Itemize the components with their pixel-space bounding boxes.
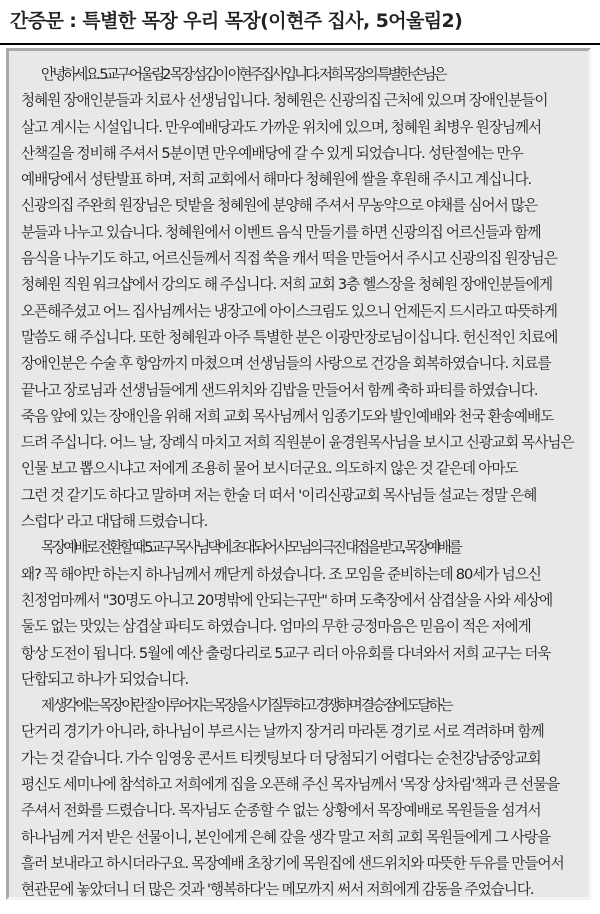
text-line: 친정엄마께서 "30명도 아니고 20명밖에 안되는구만" 하며 도축장에서 삼겹살을 사와 세상에 — [21, 591, 553, 609]
text-line: 드려 주십니다. 어느 날, 장례식 마치고 저희 직원분이 윤경원목사님을 보시고 신광교회 목사님은 — [21, 434, 574, 452]
text-line: 제 생각에는 목장이란 잘 이루어지는 목장을 시기질투하고 경쟁하며 결승점에 도달하는 — [41, 697, 451, 715]
article-box — [6, 48, 591, 900]
text-line: 오픈해주셨고 어느 집사님께서는 냉장고에 아이스크림도 있으니 언제든지 드시라고 따뜻하게 — [21, 302, 557, 320]
text-line: 단거리 경기가 아니라, 하나님이 부르시는 날까지 장거리 마라톤 경기로 서로 격려하며 함께 — [21, 723, 544, 741]
title-underline — [0, 43, 600, 45]
text-line: 음식을 나누기도 하고, 어르신들께서 직접 쑥을 캐서 떡을 만들어서 주시고 신광의집 원장님은 — [21, 250, 557, 268]
text-line: 예배당에서 성탄발표 하며, 저희 교회에서 해마다 청혜원에 쌀을 후원해 주시고 계십니다. — [21, 171, 532, 189]
text-line: 말씀도 해 주십니다. 또한 청혜원과 아주 특별한 분은 이광만장로님이십니다. 헌신적인 치료에 — [21, 328, 558, 346]
text-line: 흘러 보내라고 하시더라구요. 목장예배 초창기에 목원집에 샌드위치와 따뜻한 두유를 만들어서 — [21, 854, 564, 872]
paragraph-1 — [21, 62, 579, 535]
text-line: 끝나고 장로님과 선생님들에게 샌드위치와 김밥을 만들어서 함께 축하 파티를 하였습니다. — [21, 381, 538, 399]
text-line: 단합되고 하나가 되었습니다. — [21, 670, 189, 688]
text-line: 산책길을 정비해 주셔서 5분이면 만우예배당에 갈 수 있게 되었습니다. 성탄절에는 만우 — [21, 144, 523, 162]
text-line: 스럽다' 라고 대답해 드렸습니다. — [21, 513, 208, 531]
text-line: 하나님께 거저 받은 선물이니, 본인에게 은혜 갚을 생각 말고 저희 교회 목원들에게 그 사랑을 — [21, 828, 551, 846]
text-line: 목장예배로 전환할 때 5교구 목사님댁에 초대되어 사모님의 극진 대접을 받고, 목장예배를 — [41, 539, 460, 557]
text-line: 안녕하세요. 5교구 어울림2 목장 섬김이 이현주집사입니다. 저희 목장의 특별한 손님은 — [41, 66, 445, 83]
text-line: 청혜원 장애인분들과 치료사 선생님입니다. 청혜원은 신광의집 근처에 있으며 장애인분들이 — [21, 92, 548, 110]
text-line: 살고 계시는 시설입니다. 만우예배당과도 가까운 위치에 있으며, 청혜원 최병우 원장님께서 — [21, 118, 542, 136]
text-line: 항상 도전이 됩니다. 5월에 예산 출렁다리로 5교구 리더 아유회를 다녀와서 저희 교구는 더욱 — [21, 644, 551, 662]
text-line: 둘도 없는 맛있는 삼겹살 파티도 하였습니다. 엄마의 무한 긍정마음은 믿음이 적은 저에게 — [21, 618, 531, 636]
text-line: 신광의집 주완희 원장님은 텃밭을 청혜원에 분양해 주셔서 무농약으로 야채를 심어서 많은 — [21, 197, 538, 215]
text-line: 현관문에 놓았더니 더 많은 것과 '행복하다'는 메모까지 써서 저희에게 감동을 주었습니다. — [21, 881, 534, 899]
text-line: 주셔서 전화를 드렸습니다. 목자님도 순종할 수 없는 상황에서 목장예배로 목원들을 섬겨서 — [21, 802, 541, 820]
paragraph-3 — [21, 693, 579, 903]
text-line: 죽음 앞에 있는 장애인을 위해 저희 교회 목사님께서 임종기도와 발인예배와 천국 환송예배도 — [21, 407, 554, 425]
text-line: 평신도 세미나에 참석하고 저희에게 집을 오픈해 주신 목자님께서 '목장 상차림'책과 큰 선물을 — [21, 776, 560, 794]
text-line: 분들과 나누고 있습니다. 청혜원에서 이벤트 음식 만들기를 하면 신광의집 어르신들과 함께 — [21, 223, 541, 241]
text-line: 가는 것 같습니다. 가수 임영웅 콘서트 티켓팅보다 더 당첨되기 어렵다는 순천강남중앙교회 — [21, 749, 541, 767]
article-title: 간증문 : 특별한 목장 우리 목장(이현주 집사, 5어울림2) — [10, 10, 463, 32]
text-line: 왜? 꼭 해야만 하는지 하나님께서 깨닫게 하셨습니다. 조 모임을 준비하는데 80세가 넘으신 — [21, 565, 541, 583]
text-line: 장애인분은 수술 후 항암까지 마쳤으며 선생님들의 사랑으로 건강을 회복하였습니다. 치료를 — [21, 355, 551, 373]
text-line: 그런 것 같기도 하다고 말하며 저는 한술 더 떠서 '이리신광교회 목사님들 설교는 정말 은혜 — [21, 486, 537, 504]
text-line: 청혜원 직원 워크샵에서 강의도 해 주십니다. 저희 교회 3층 헬스장을 청혜원 장애인분들에게 — [21, 276, 553, 294]
text-line: 인물 보고 뽑으시냐고 저에게 조용히 물어 보시더군요. 의도하지 않은 것 같은데 아마도 — [21, 460, 518, 478]
paragraph-2 — [21, 535, 579, 693]
